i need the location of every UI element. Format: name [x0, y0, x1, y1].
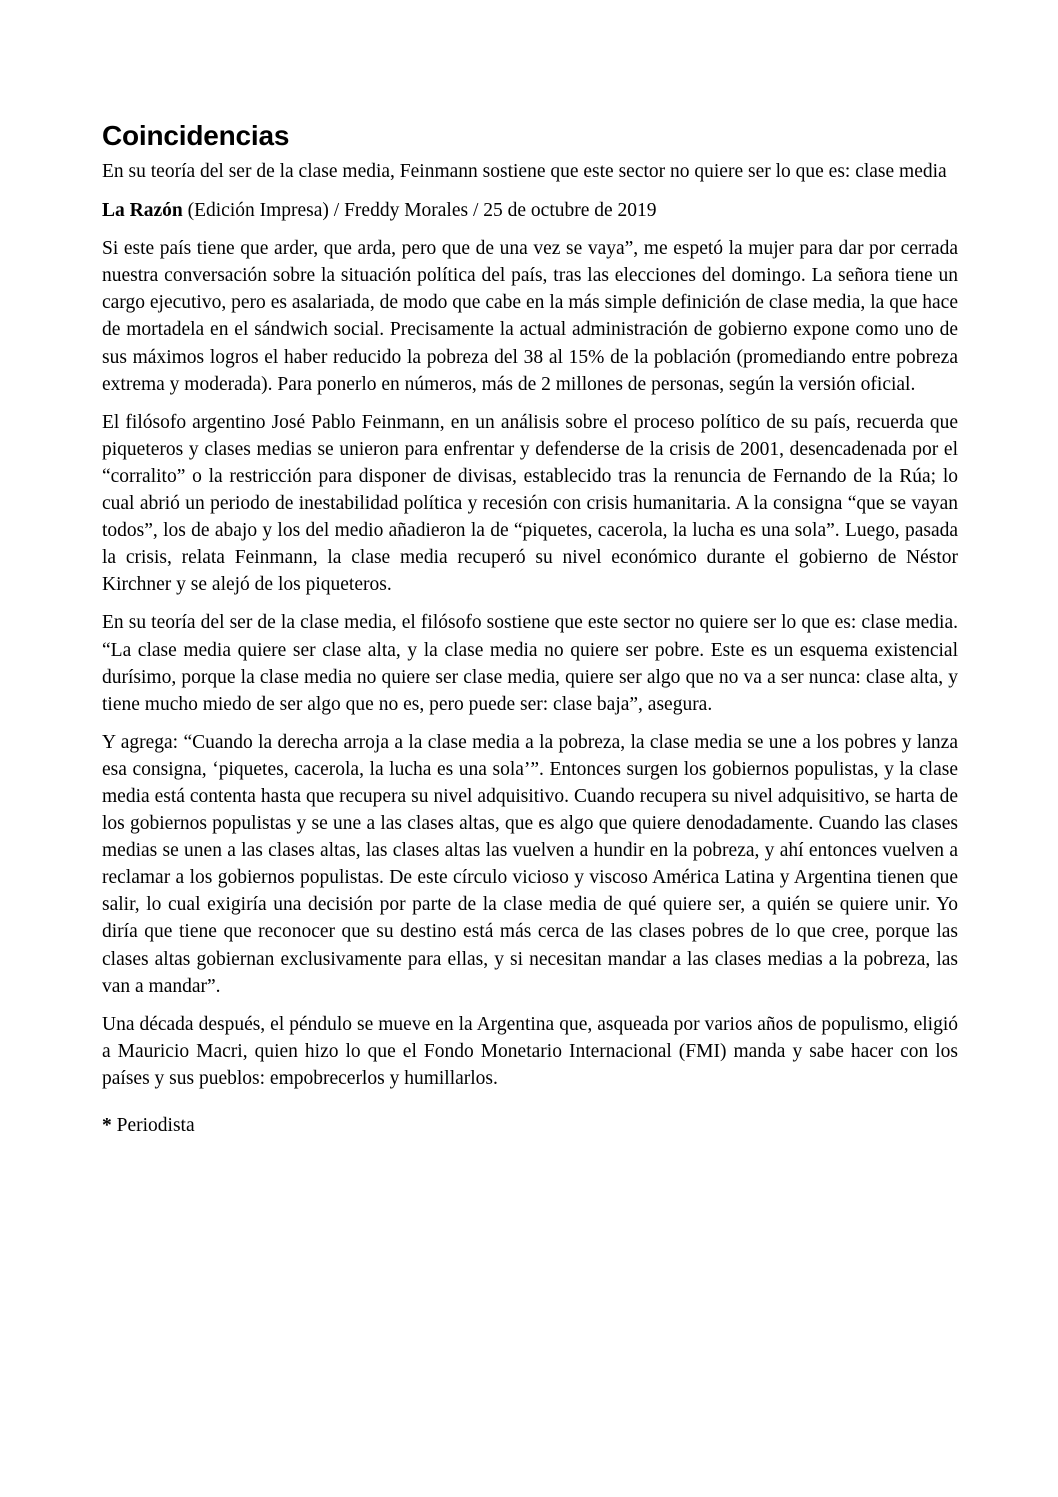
paragraph-5: Una década después, el péndulo se mueve en la Argentina que, asqueada por varios años de populismo, eligió a Mauricio Macri, quien hizo lo que el Fondo Monetario Internacional (FMI) manda y sabe hacer con los países y sus pueblos: empobrecerlos y humillarlos.: [102, 1013, 958, 1089]
paragraph-1: Si este país tiene que arder, que arda, pero que de una vez se vaya”, me espetó la mujer para dar por cerrada nuestra conversación sobre la situación política del país, tras las elecciones del domingo. La señora tiene un cargo ejecutivo, pero es asalariada, de modo que cabe en la más simple definición de clase media, la que hace de mortadela en el sándwich social. Precisamente la actual administración de gobierno expone como uno de sus máximos logros el haber reducido la pobreza del 38 al 15% de la población (promediando entre pobreza extrema y moderada). Para ponerlo en números, más de 2 millones de personas, según la versión oficial.: [102, 238, 958, 395]
byline-details: (Edición Impresa) / Freddy Morales / 25 de octubre de 2019: [182, 200, 657, 222]
article: [102, 118, 958, 1158]
paragraph-4: Y agrega: “Cuando la derecha arroja a la clase media a la pobreza, la clase media se une a los pobres y lanza esa consigna, ‘piquetes, cacerola, la lucha es una sola’”. Entonces surgen los gobiernos populistas, y la clase media está contenta hasta que recupera su nivel adquisitivo. Cuando recupera su nivel adquisitivo, se harta de los gobiernos populistas y se une a las clases altas, que es algo que quiere denodadamente. Cuando las clases medias se unen a las clases altas, las clases altas las vuelven a hundir en la pobreza, y ahí entonces vuelven a reclamar a los gobiernos populistas. De este círculo vicioso y viscoso América Latina y Argentina tienen que salir, lo cual exigiría una decisión por parte de la clase media de qué quiere ser, a quién se quiere unir. Yo diría que tiene que reconocer que su destino está más cerca de las clases pobres de lo que cree, porque las clases altas gobiernan exclusivamente para ellas, y si necesitan mandar a las clases medias a la pobreza, las van a mandar”.: [102, 731, 958, 997]
paragraph-3: En su teoría del ser de la clase media, el filósofo sostiene que este sector no quiere ser lo que es: clase media. “La clase media quiere ser clase alta, y la clase media no quiere ser pobre. Este es un esquema existencial durísimo, porque la clase media no quiere ser clase media, quiere ser algo que no va a ser nunca: clase alta, y tiene mucho miedo de ser algo que no es, pero puede ser: clase baja”, asegura.: [102, 612, 958, 715]
article-subtitle: En su teoría del ser de la clase media, Feinmann sostiene que este sector no quiere ser lo que es: clase media: [102, 161, 947, 182]
author-role: Periodista: [111, 1114, 195, 1136]
footnote-marker: *: [102, 1114, 112, 1136]
author-note: [102, 1112, 958, 1139]
article-byline: [102, 197, 958, 224]
article-title: Coincidencias: [102, 120, 290, 151]
paragraph-2: El filósofo argentino José Pablo Feinmann, en un análisis sobre el proceso político de su país, recuerda que piqueteros y clases medias se unieron para enfrentar y defenderse de la crisis de 2001, desencadenada por el “corralito” o la restricción para disponer de divisas, establecido tras la renuncia de Fernando de la Rúa; lo cual abrió un periodo de inestabilidad política y recesión con crisis humanitaria. A la consigna “que se vayan todos”, los de abajo y los del medio añadieron la de “piquetes, cacerola, la lucha es una sola”. Luego, pasada la crisis, relata Feinmann, la clase media recuperó su nivel económico durante el gobierno de Néstor Kirchner y se alejó de los piqueteros.: [102, 411, 958, 596]
publication-name: La Razón: [102, 200, 183, 222]
